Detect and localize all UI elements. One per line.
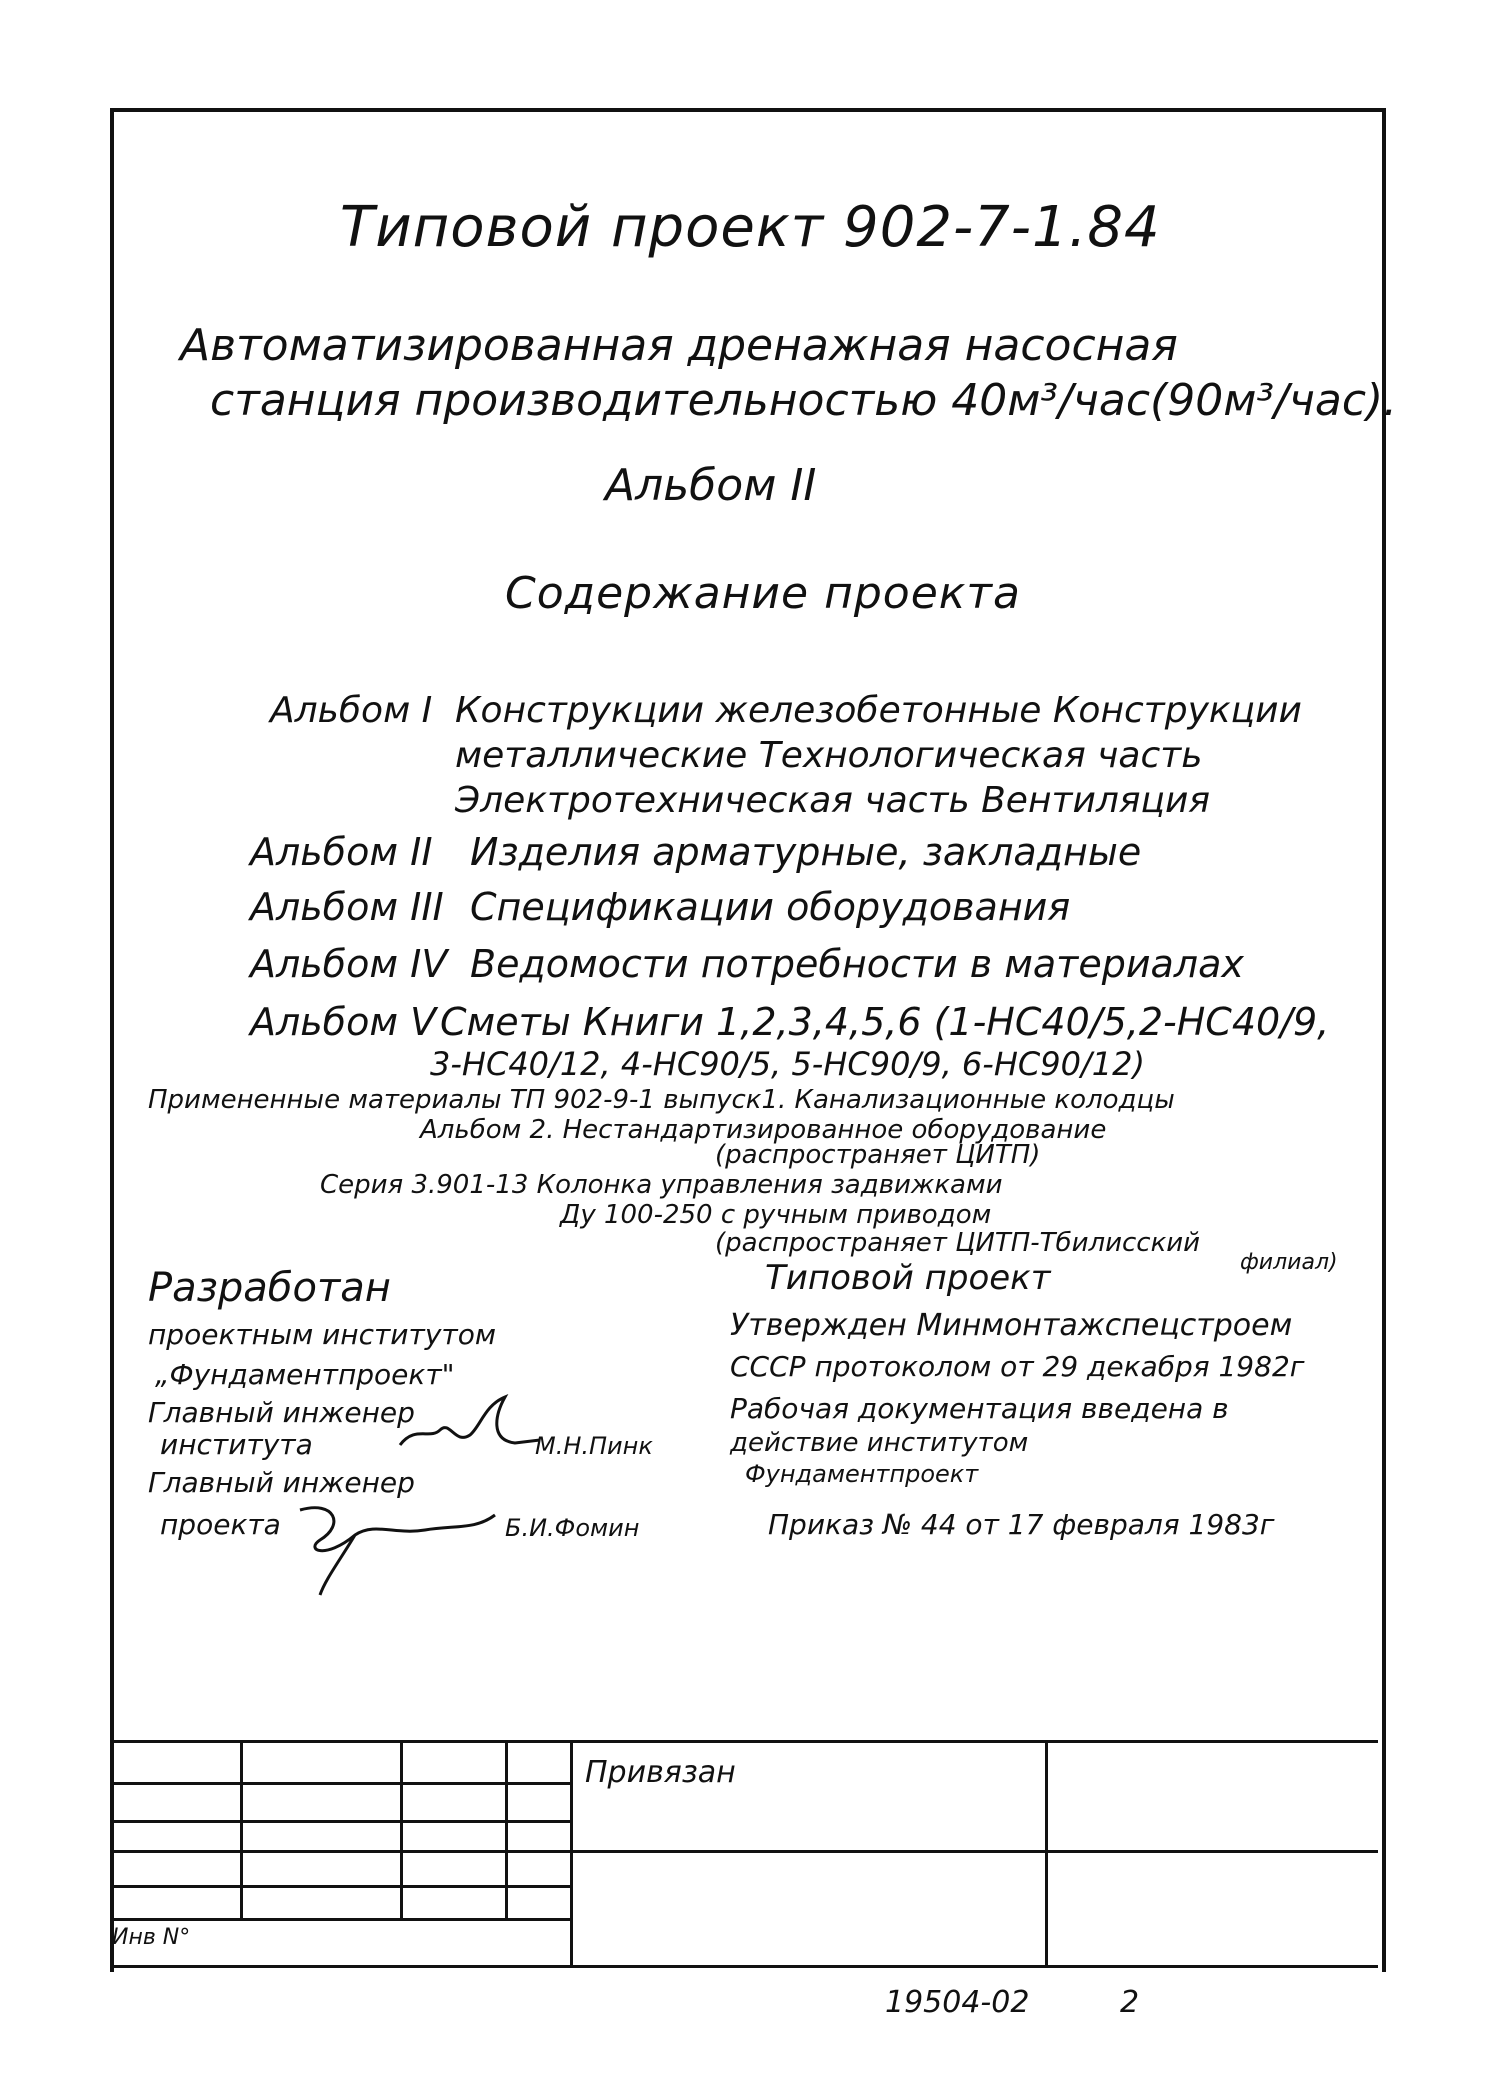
developed-name-1: М.Н.Пинк <box>535 1432 653 1460</box>
developed-line-1: проектным институтом <box>148 1318 496 1351</box>
developed-line-5: Главный инженер <box>148 1466 415 1499</box>
album1-label: Альбом I <box>270 690 433 731</box>
signature-fomin <box>285 1500 505 1600</box>
approved-line-3: СССР протоколом от 29 декабря 1982г <box>730 1350 1305 1383</box>
applied-line-1: Примененные материалы ТП 902-9-1 выпуск1. Канализационные колодцы <box>148 1085 1175 1115</box>
page-number: 2 <box>1120 1985 1140 2020</box>
subtitle-line-1: Автоматизированная дренажная насосная <box>180 320 1178 371</box>
album-heading: Альбом II <box>605 460 817 511</box>
attached-label: Привязан <box>585 1755 736 1790</box>
title-block-line <box>110 1918 570 1921</box>
title-block-col <box>505 1740 508 1918</box>
title-block-col <box>570 1740 573 1965</box>
subtitle-line-2: станция производительностью 40м³/час(90м³/час). <box>210 375 1398 426</box>
album5-line-2: 3-НС40/12, 4-НС90/5, 5-НС90/9, 6-НС90/12) <box>430 1045 1145 1083</box>
album2-text: Изделия арматурные, закладные <box>470 830 1142 874</box>
applied-line-6: (распространяет ЦИТП-Тбилисский <box>715 1228 1201 1258</box>
title-block-line <box>110 1850 1378 1853</box>
approved-line-6: Фундаментпроект <box>745 1460 979 1488</box>
approved-line-1: Типовой проект <box>765 1258 1051 1298</box>
developed-line-4: института <box>160 1428 313 1461</box>
inventory-number-label: Инв N° <box>112 1925 191 1950</box>
album4-text: Ведомости потребности в материалах <box>470 942 1244 986</box>
title-block-col <box>400 1740 403 1918</box>
title-block-bottom-line <box>110 1965 1378 1968</box>
developed-heading: Разработан <box>148 1265 391 1311</box>
album4-label: Альбом IV <box>250 942 448 986</box>
developed-name-2: Б.И.Фомин <box>505 1514 640 1542</box>
applied-line-2: Альбом 2. Нестандартизированное оборудование <box>420 1115 1107 1145</box>
applied-line-3: (распространяет ЦИТП) <box>715 1140 1041 1170</box>
album5-line-1: Сметы Книги 1,2,3,4,5,6 (1-НС40/5,2-НС40/9, <box>440 1000 1330 1044</box>
applied-line-7: филиал) <box>1240 1250 1338 1275</box>
signature-pink <box>395 1385 545 1465</box>
developed-line-6: проекта <box>160 1508 281 1541</box>
developed-line-3: Главный инженер <box>148 1396 415 1429</box>
album1-line-3: Электротехническая часть Вентиляция <box>455 780 1211 821</box>
title-block-line <box>110 1820 570 1823</box>
album3-text: Спецификации оборудования <box>470 885 1071 929</box>
document-number: 19504-02 <box>885 1985 1030 2020</box>
album3-label: Альбом III <box>250 885 444 929</box>
approved-line-4: Рабочая документация введена в <box>730 1392 1229 1425</box>
applied-line-5: Ду 100-250 с ручным приводом <box>560 1200 992 1230</box>
approved-line-2: Утвержден Минмонтажспецстроем <box>730 1308 1293 1343</box>
title-block-line <box>110 1885 570 1888</box>
approved-line-5: действие институтом <box>730 1428 1029 1458</box>
approved-line-7: Приказ № 44 от 17 февраля 1983г <box>768 1508 1275 1541</box>
title-block-line <box>110 1782 570 1785</box>
project-title: Типовой проект 902-7-1.84 <box>340 195 1161 260</box>
album2-label: Альбом II <box>250 830 433 874</box>
title-block-col <box>1045 1740 1048 1965</box>
title-block-col <box>240 1740 243 1918</box>
applied-line-4: Серия 3.901-13 Колонка управления задвижками <box>320 1170 1003 1200</box>
developed-line-2: „Фундаментпроект" <box>155 1358 455 1391</box>
album1-line-2: металлические Технологическая часть <box>455 735 1203 776</box>
contents-heading: Содержание проекта <box>505 568 1021 619</box>
album5-label: Альбом V <box>250 1000 437 1044</box>
title-block-top-line <box>110 1740 1378 1743</box>
album1-line-1: Конструкции железобетонные Конструкции <box>455 690 1302 731</box>
